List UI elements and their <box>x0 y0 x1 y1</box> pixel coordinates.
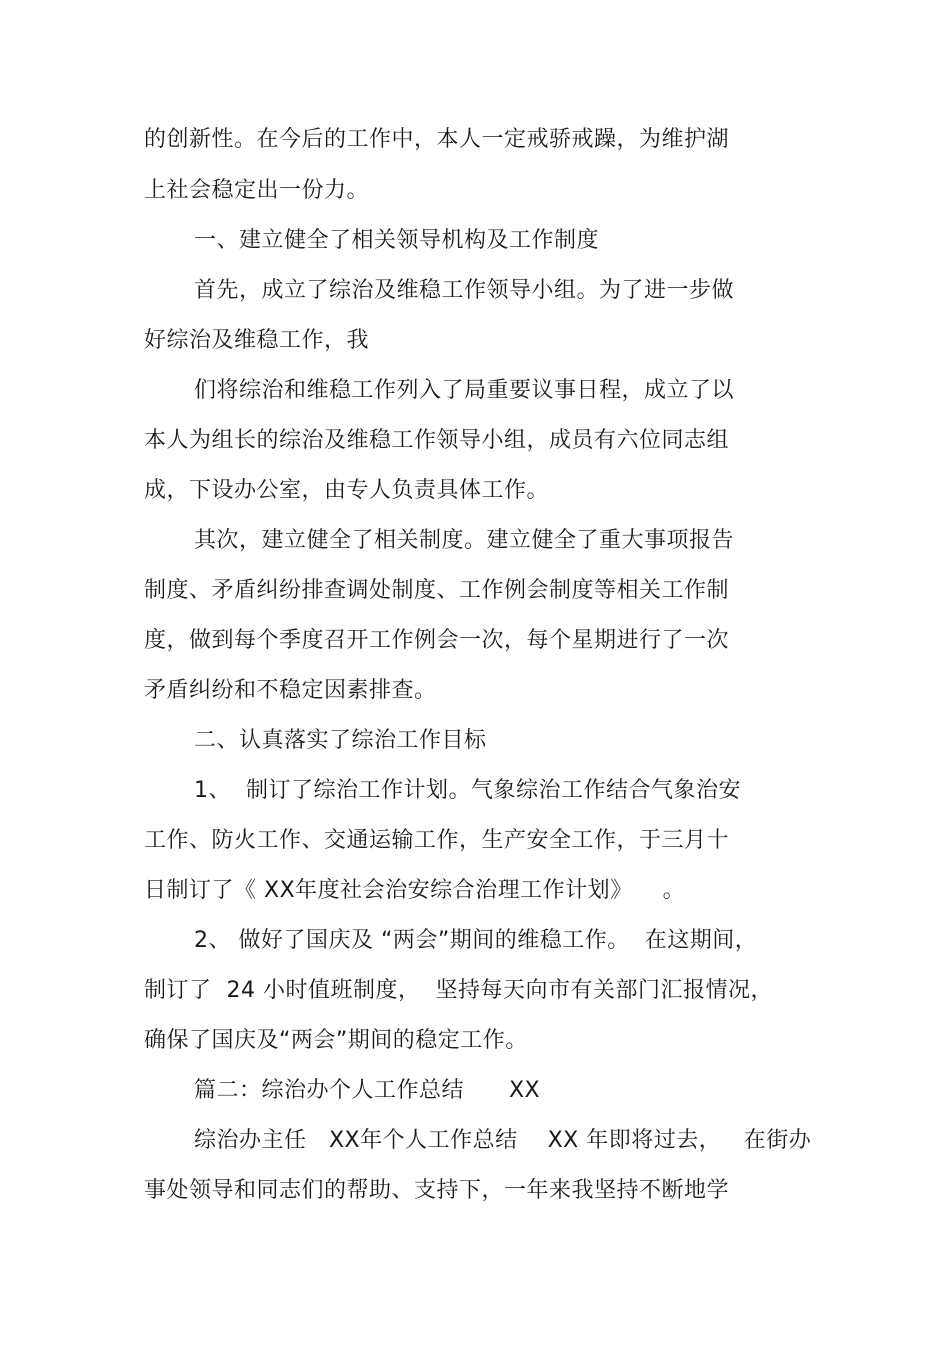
text-line: 事处领导和同志们的帮助、支持下，一年来我坚持不断地学 <box>144 1178 730 1203</box>
section-heading: 一、建立健全了相关领导机构及工作制度 <box>194 228 600 253</box>
text-line: 工作、防火工作、交通运输工作，生产安全工作，于三月十 <box>144 828 730 853</box>
section-heading: 篇二：综治办个人工作总结 XX <box>194 1078 541 1103</box>
text-line: 们将综治和维稳工作列入了局重要议事日程，成立了以 <box>194 378 735 403</box>
text-line: 1、 制订了综治工作计划。气象综治工作结合气象治安 <box>194 778 741 803</box>
text-line: 度，做到每个季度召开工作例会一次，每个星期进行了一次 <box>144 628 730 653</box>
text-line: 好综治及维稳工作，我 <box>144 328 370 353</box>
section-heading: 二、认真落实了综治工作目标 <box>194 728 487 753</box>
text-line: 2、 做好了国庆及 “两会”期间的维稳工作。 在这期间， <box>194 928 758 953</box>
text-line: 确保了国庆及“两会”期间的稳定工作。 <box>144 1028 528 1053</box>
text-line: 制度、矛盾纠纷排查调处制度、工作例会制度等相关工作制 <box>144 578 730 603</box>
text-line: 的创新性。在今后的工作中，本人一定戒骄戒躁，为维护湖 <box>144 127 730 152</box>
text-line: 矛盾纠纷和不稳定因素排查。 <box>144 678 437 703</box>
text-line: 日制订了《 XX年度社会治安综合治理工作计划》 。 <box>144 878 686 903</box>
text-line: 其次，建立健全了相关制度。建立健全了重大事项报告 <box>194 528 735 553</box>
text-line: 综治办主任 XX年个人工作总结 XX 年即将过去， 在街办 <box>194 1128 812 1153</box>
text-line: 本人为组长的综治及维稳工作领导小组，成员有六位同志组 <box>144 428 730 453</box>
text-line: 制订了 24 小时值班制度， 坚持每天向市有关部门汇报情况， <box>144 978 773 1003</box>
text-line: 上社会稳定出一份力。 <box>144 178 370 203</box>
text-line: 首先，成立了综治及维稳工作领导小组。为了进一步做 <box>194 278 735 303</box>
text-line: 成，下设办公室，由专人负责具体工作。 <box>144 478 550 503</box>
